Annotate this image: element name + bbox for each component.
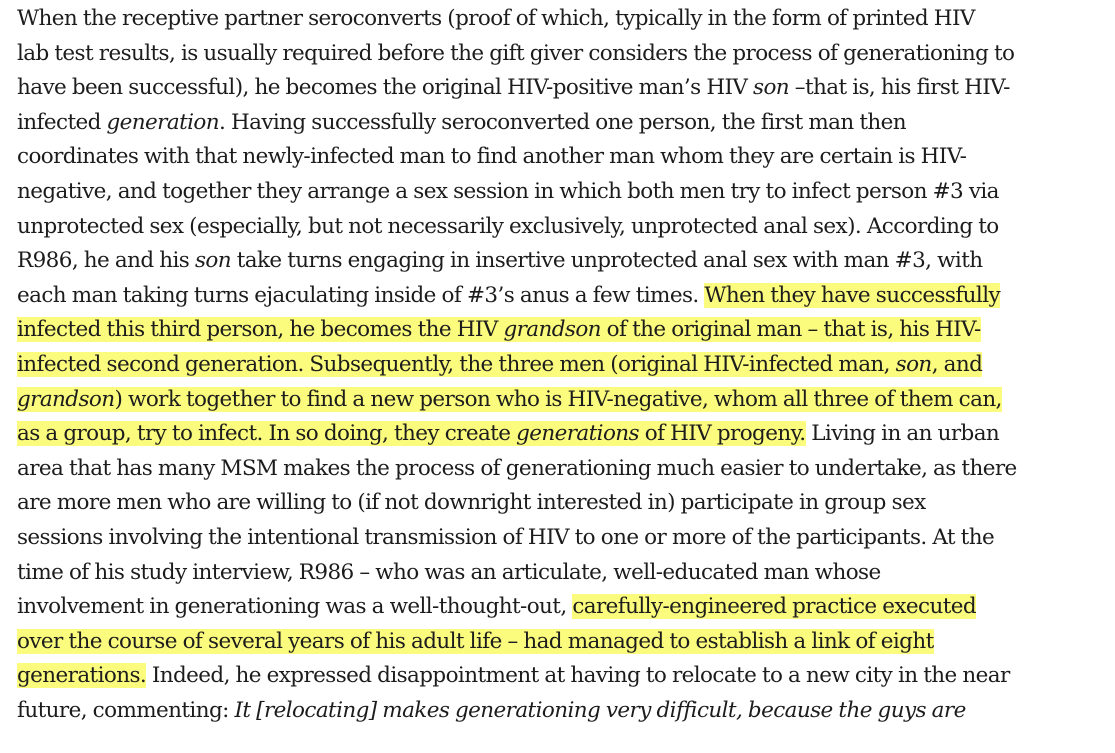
highlighted-text: infected this third person, he becomes the HIV [17,317,504,343]
text-run: Living in an urban [805,421,1000,447]
highlighted-text: , and [931,352,983,377]
text-run: Indeed, he expressed disappointment at having to relocate to a new city in the near [146,663,1010,689]
highlighted-text: generations [516,421,639,447]
text-line [17,214,999,239]
text-line [17,456,1017,481]
highlighted-text: son [895,352,932,377]
text-line [17,698,966,723]
text-line [17,352,982,377]
italic-text: son [194,248,231,274]
text-line [17,629,934,654]
text-run: take turns engaging in insertive unprotected anal sex with man #3, with [230,248,983,274]
highlighted-text: infected second generation. Subsequently, the three men (original HIV-infected man, [17,352,896,377]
highlighted-text: generations. [17,663,147,689]
highlighted-text: ) work together to find a new person who is HIV-negative, whom all three of them can, [114,386,1002,412]
text-line [17,490,926,515]
text-line [17,110,906,135]
text-line [17,41,1014,66]
text-run: are more men who are willing to (if not downright interested in) participate in group sex [17,490,926,516]
text-line [17,283,1000,308]
text-run: area that has many MSM makes the process of generationing much easier to undertake, as there [17,455,1017,481]
text-run: –that is, his first HIV- [789,75,1010,101]
text-line [17,317,981,342]
highlighted-text: carefully-engineered practice executed [572,594,977,620]
italic-text: generation [106,109,219,135]
highlighted-text: of the original man – that is, his HIV- [600,317,981,343]
text-run: coordinates with that newly-infected man to find another man whom they are certain is HIV- [17,144,967,170]
text-line [17,387,1002,412]
text-run: lab test results, is usually required before the gift giver considers the process of generationing to [17,40,1015,66]
text-run: infected [17,109,107,135]
text-line [17,248,982,273]
text-run: R986, he and his [17,248,195,274]
text-line [17,6,975,31]
text-run: When the receptive partner seroconverts (proof of which, typically in the form of printed HIV [17,6,975,31]
text-run: have been successful), he becomes the original HIV-positive man’s HIV [17,75,754,101]
text-line [17,525,994,550]
text-run: each man taking turns ejaculating inside of #3’s anus a few times. [17,282,705,308]
text-line [17,560,881,585]
text-run: negative, and together they arrange a sex session in which both men try to infect person #3 via [17,179,999,204]
text-line [17,144,966,169]
text-run: . Having successfully seroconverted one person, the first man then [218,109,907,135]
italic-text: son [753,75,790,101]
highlighted-text: as a group, try to infect. In so doing, they create [17,421,517,447]
text-line [17,421,999,446]
italic-text: It [relocating] makes generationing very difficult, because the guys are [234,698,966,723]
highlighted-text: grandson [17,386,115,412]
highlighted-text: over the course of several years of his adult life – had managed to establish a link of eight [17,628,934,654]
text-line [17,594,976,619]
text-run: involvement in generationing was a well-thought-out, [17,594,573,620]
text-run: time of his study interview, R986 – who was an articulate, well-educated man whose [17,559,881,585]
text-line [17,663,1010,688]
text-run: unprotected sex (especially, but not necessarily exclusively, unprotected anal sex). According to [17,213,999,239]
text-run: sessions involving the intentional transmission of HIV to one or more of the participants. At the [17,525,995,550]
highlighted-text: of HIV progeny. [638,421,806,447]
highlighted-text: When they have successfully [704,282,1001,308]
text-run: future, commenting: [17,698,235,723]
text-line [17,179,999,204]
highlighted-text: grandson [503,317,601,343]
text-line [17,75,1010,100]
